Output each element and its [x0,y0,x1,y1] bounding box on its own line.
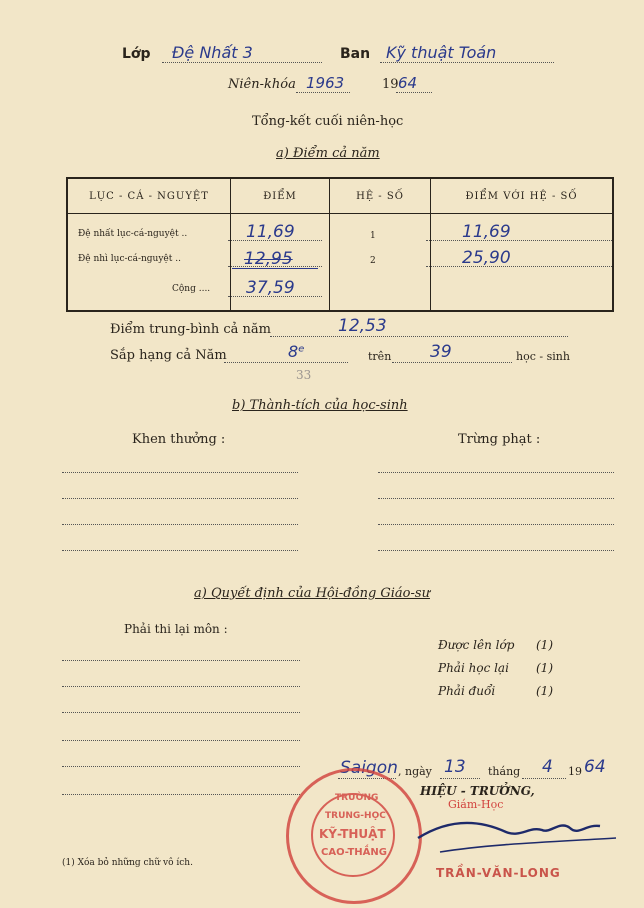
ban-label: Ban [340,46,371,62]
row2-he-so: 2 [370,256,376,266]
khen-thuong-label: Khen thưởng : [132,432,226,447]
col-he-so: HỆ - SỐ [330,178,431,214]
rank-value: 8ᵉ [288,342,305,361]
thi-line-2 [62,686,300,687]
total-label: Cộng .... [172,284,211,294]
row2-diem-he-so-dotline [426,266,612,267]
rank-tren: trên [368,350,392,363]
option-hoc-lai-mark: (1) [536,661,553,675]
khen-line-4 [62,550,298,551]
sign-month: 4 [542,757,553,777]
col-diem-voi-he-so: ĐIỂM VỚI HỆ - SỐ [431,178,614,214]
khen-line-3 [62,524,298,525]
year-end-hand: 64 [398,74,418,92]
principal-name: TRẦN-VĂN-LONG [436,866,561,880]
thi-line-4 [62,740,300,741]
stamp-line4: CAO-THẮNG [321,847,387,858]
signature-scrawl [410,808,620,860]
grade-table [66,177,614,312]
option-len-lop: Được lên lớp [438,638,515,652]
phat-line-2 [378,498,614,499]
row2-diem-dotline [228,266,322,267]
year-start: 1963 [306,74,345,92]
col-diem: ĐIỂM [231,178,330,214]
pencil-note: 33 [296,368,312,382]
phat-line-1 [378,472,614,473]
ban-value: Kỹ thuật Toán [386,43,497,62]
row1-diem-he-so-dotline [426,240,612,241]
sign-day: 13 [444,757,466,777]
khen-line-1 [62,472,298,473]
sign-month-dotline [522,778,566,779]
thi-line-3 [62,712,300,713]
phai-thi-label: Phải thi lại môn : [124,622,228,636]
ban-dotline [380,62,554,63]
sign-place: Saigon [340,758,398,778]
row2-diem-he-so: 25,90 [462,248,511,268]
thi-line-5 [62,766,300,767]
rank-dotline [224,362,348,363]
year-end-dotline [396,92,432,93]
sign-thang-label: tháng [488,765,521,778]
sign-year-hand: 64 [584,757,606,777]
option-duoi-mark: (1) [536,684,553,698]
thi-line-6 [62,794,300,795]
average-dotline [270,336,568,337]
lop-value: Đệ Nhất 3 [172,43,253,62]
row1-diem-he-so: 11,69 [462,222,511,242]
sign-day-dotline [440,778,480,779]
total-dotline [228,296,322,297]
lop-label: Lớp [122,46,151,62]
page-title: Tổng-kết cuối niên-học [252,114,404,129]
stamp-line3: KỸ-THUẬT [319,827,386,841]
sign-ngay-label: , ngày [398,765,432,778]
average-value: 12,53 [338,316,387,336]
average-label: Điểm trung-bình cả năm [110,322,271,337]
year-start-dotline [296,92,350,93]
sign-year-prefix: 19 [568,765,582,778]
section-c-heading: a) Quyết định của Hội-đồng Giáo-sư [194,586,430,601]
sign-title: HIỆU - TRƯỞNG, [420,784,535,798]
trung-phat-label: Trừng phạt : [458,432,541,447]
section-b-heading: b) Thành-tích của học-sinh [232,398,408,413]
sum-rule [232,268,318,269]
year-end-prefix: 19 [382,77,399,92]
nien-khoa-label: Niên-khóa [228,77,296,92]
total-value: 37,59 [246,278,295,298]
stamp-line1: TRƯỜNG [335,793,379,803]
rank-total-dotline [392,362,512,363]
option-duoi: Phải đuổi [438,684,496,698]
row1-diem-dotline [228,240,322,241]
row1-label: Đệ nhất lục-cá-nguyệt .. [78,229,188,239]
rank-total: 39 [430,342,452,362]
phat-line-4 [378,550,614,551]
stamp-line2: TRUNG-HỌC [325,811,386,821]
thi-line-1 [62,660,300,661]
col-luc-ca-nguyet: LỤC - CÁ - NGUYỆT [67,178,231,214]
row2-label: Đệ nhì lục-cá-nguyệt .. [78,254,181,264]
rank-hoc-sinh: học - sinh [516,350,570,363]
option-hoc-lai: Phải học lại [438,661,509,675]
footnote: (1) Xóa bỏ những chữ vô ích. [62,858,193,868]
school-seal [286,768,422,904]
lop-dotline [162,62,322,63]
section-a-heading: a) Điểm cả năm [276,146,380,161]
row2-diem: 12,95 [244,249,293,269]
row1-diem: 11,69 [246,222,295,242]
option-len-lop-mark: (1) [536,638,553,652]
stamp-role: Giám-Học [448,798,504,811]
khen-line-2 [62,498,298,499]
row1-he-so: 1 [370,231,376,241]
phat-line-3 [378,524,614,525]
rank-label: Sắp hạng cả Năm [110,348,227,363]
